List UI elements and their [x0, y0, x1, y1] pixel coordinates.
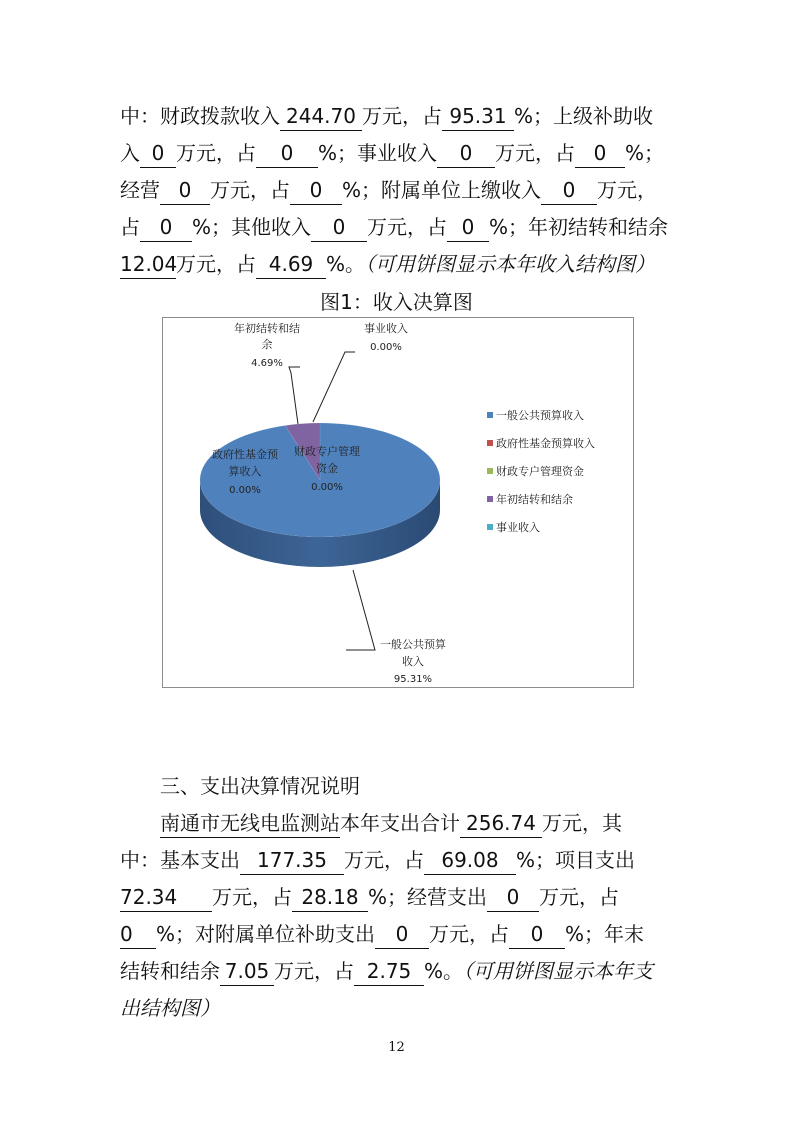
- label-jiezhuan-1: 年初结转和结: [234, 322, 300, 335]
- figure-title: 图1：收入决算图: [320, 290, 473, 314]
- label-zhengfu-2: 算收入: [228, 465, 262, 478]
- pie-chart-svg: [163, 318, 633, 687]
- legend-label-0: 一般公共预算收入: [496, 409, 584, 422]
- expense-line-4: 0 %；对附属单位补助支出 0 万元，占 0 %；年末: [120, 916, 680, 953]
- leader-line-shiye: [313, 352, 355, 422]
- expense-line-3: 72.34 万元，占 28.18 %；经营支出 0 万元，占: [120, 879, 680, 916]
- legend-swatch-0: [487, 412, 493, 418]
- income-line-2: 入 0 万元，占 0 %；事业收入 0 万元，占 0 %；: [120, 135, 680, 172]
- label-yiban-pct: 95.31%: [393, 674, 433, 685]
- legend-swatch-4: [487, 524, 493, 530]
- legend-swatch-2: [487, 468, 493, 474]
- expense-paragraph: [120, 805, 680, 1027]
- label-jiezhuan-2: 余: [261, 338, 273, 351]
- label-shiye-1: 事业收入: [364, 322, 408, 335]
- label-jiezhuan-pct: 4.69%: [251, 358, 283, 369]
- leader-line-jiezhuan: [289, 367, 300, 424]
- income-pie-chart: [162, 317, 634, 688]
- expense-line-5: 结转和结余 7.05 万元，占 2.75 %。（可用饼图显示本年支: [120, 953, 680, 990]
- chart-legend: [487, 408, 595, 534]
- fiscal-income-value: 244.70: [280, 102, 362, 131]
- fiscal-income-pct: 95.31: [442, 102, 514, 131]
- expense-line-1: 南通市无线电监测站本年支出合计 256.74 万元，其: [120, 805, 680, 842]
- expense-line-6: 出结构图）: [120, 996, 220, 1020]
- legend-label-1: 政府性基金预算收入: [496, 437, 595, 450]
- pie-note: （可用饼图显示本年收入结构图）: [365, 252, 656, 276]
- legend-label-4: 事业收入: [496, 521, 540, 534]
- pie-top: [200, 423, 440, 537]
- legend-label-2: 财政专户管理资金: [496, 465, 584, 478]
- expense-line-2: 中：基本支出 177.35 万元，占 69.08 %；项目支出: [120, 842, 680, 879]
- label-shiye-pct: 0.00%: [370, 342, 402, 353]
- label-yiban-2: 收入: [402, 655, 424, 668]
- income-line-1: 中：财政拨款收入 244.70 万元，占 95.31 %；上级补助收: [120, 98, 680, 135]
- section-3-title: 三、支出决算情况说明: [160, 774, 360, 798]
- income-paragraph: [120, 98, 680, 283]
- page-number: 12: [388, 1040, 405, 1055]
- label-caizheng-2: 资金: [316, 462, 338, 475]
- legend-label-3: 年初结转和结余: [496, 493, 573, 506]
- leader-line-yiban: [346, 570, 375, 650]
- income-line-5: 12.04万元，占 4.69 %。（可用饼图显示本年收入结构图）: [120, 246, 680, 283]
- legend-swatch-1: [487, 440, 493, 446]
- legend-swatch-3: [487, 496, 493, 502]
- label-yiban-1: 一般公共预算: [380, 638, 446, 651]
- income-line-3: 经营 0 万元，占 0 %；附属单位上缴收入 0 万元，: [120, 172, 680, 209]
- income-line-4: 占 0 %；其他收入 0 万元，占 0 %；年初结转和结余: [120, 209, 680, 246]
- label-zhengfu-1: 政府性基金预: [212, 448, 278, 461]
- label-caizheng-pct: 0.00%: [311, 482, 343, 493]
- label-zhengfu-pct: 0.00%: [229, 485, 261, 496]
- label-caizheng-1: 财政专户管理: [294, 445, 360, 458]
